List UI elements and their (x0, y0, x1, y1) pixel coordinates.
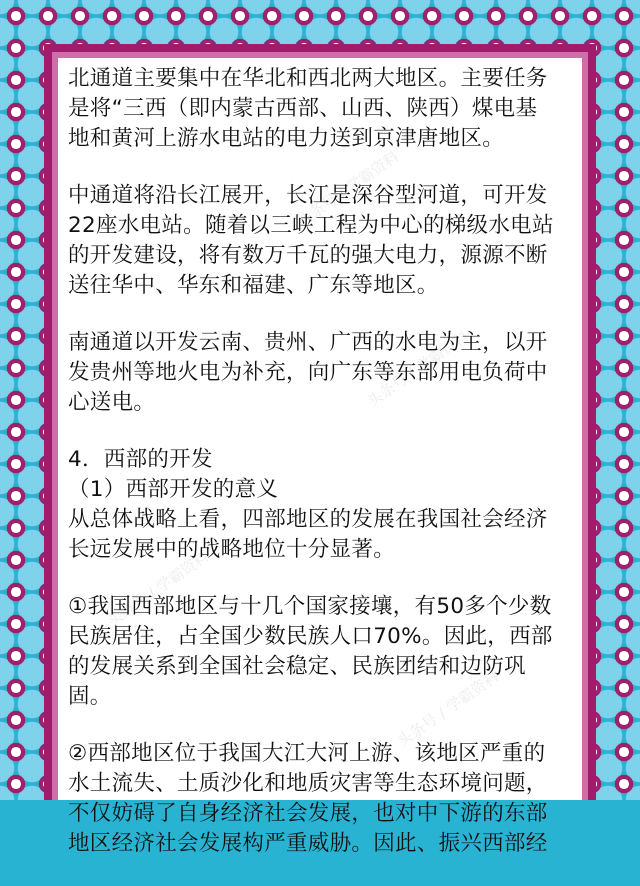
watermark: 头条号 / 学霸资料 (293, 147, 403, 231)
watermark: 头条号 / 学霸资料 (363, 327, 473, 411)
document-text (68, 64, 568, 886)
paragraph-overview: 从总体战略上看，四部地区的发展在我国社会经济 长远发展中的战略地位十分显著。 (68, 507, 548, 562)
subsection-heading: （1）西部开发的意义 (68, 477, 279, 502)
page-content (58, 58, 582, 856)
watermark: 头条号 / 学霸资料 (393, 667, 503, 751)
watermark: 头条号 / 学霸资料 (103, 547, 213, 631)
paragraph-south-channel: 南通道以开发云南、贵州、广西的水电为主，以开 发贵州等地火电为补充，向广东等东部用电负荷中 心送电。 (68, 330, 548, 415)
paragraph-north-channel: 北通道主要集中在华北和西北两大地区。主要任务 是将“三西（即内蒙古西部、山西、陕西）煤电基 地和黄河上游水电站的电力送到京津唐地区。 (68, 66, 548, 151)
paragraph-middle-channel: 中通道将沿长江展开，长江是深谷型河道，可开发 22座水电站。随着以三峡工程为中心的梯级水电站 的开发建设，将有数万千瓦的强大电力，源源不断 送往华中、华东和福建、广东等地区。 (68, 183, 554, 298)
paragraph-point-1: ①我国西部地区与十几个国家接壤，有50多个少数 民族居住，占全国少数民族人口70%。因此，西部 的发展关系到全国社会稳定、民族团结和边防巩 固。 (68, 594, 553, 709)
section-heading: 4．西部的开发 (68, 447, 213, 472)
paragraph-point-2: ②西部地区位于我国大江大河上游、该地区严重的 水土流失、土质沙化和地质灾害等生态环境问题， 不仅妨碍了自身经济社会发展，也对中下游的东部 地区经济社会发展构严重威胁。因此、振兴西部经 (68, 741, 548, 856)
